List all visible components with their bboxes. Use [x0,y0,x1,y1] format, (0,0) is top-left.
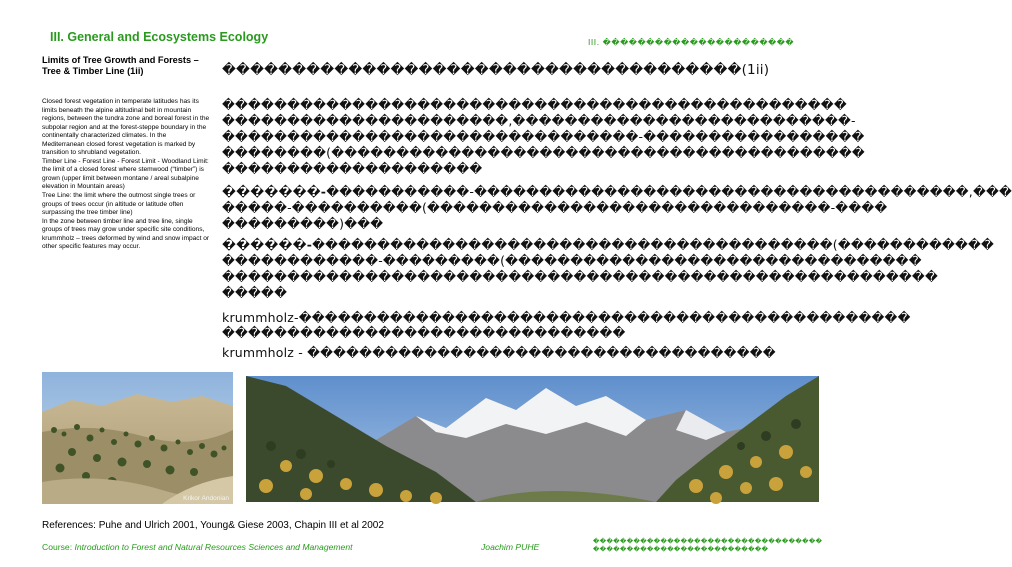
photo-alpine-valley-image [246,376,819,502]
translated-line: ������������������������������������������������ [222,97,847,112]
translated-line: ����������������������������������������(������������ [312,237,995,252]
translated-line: ���������)��� [222,216,384,231]
translated-line-timber [222,184,1012,199]
timber-line-label: �������- [222,184,327,199]
photo-credit: Krikor Andonian [183,495,229,502]
footer-author: Joachim PUHE [481,542,540,552]
photo-sparse-mountain-forest [42,372,233,504]
translated-line: ������������������������������������������������������� [222,269,938,284]
photo-sparse-mountain-forest-image [42,372,233,504]
header-translated-title: III. ���������������������� [588,38,795,47]
course-prefix: Course: [42,542,75,552]
left-text-column [42,98,210,252]
krummholz-line: ������������������������������� [222,325,626,340]
translated-line: �����������-��������������������������������������,��� [326,184,1012,199]
footer-translated-line: �������������������������� [593,545,769,553]
photo-alpine-valley [246,376,819,502]
references: References: Puhe and Ulrich 2001, Young& Giese 2003, Chapin III et al 2002 [42,520,384,531]
translated-line: �������������������� [222,161,483,176]
footer-translated-course [593,538,823,553]
translated-heading: �������������������������������������(1ii) [222,62,770,78]
page-title: III. General and Ecosystems Ecology [50,30,269,44]
section-heading: Limits of Tree Growth and Forests – Tree & Timber Line (1ii) [42,55,199,76]
paragraph-closed-forest: Closed forest vegetation in temperate latitudes has its limits beneath the alpine altitudinal belt in mountain regions, between the tundra zone and boreal forest in the subpolar region and at the forest-steppe boundary in the continentally characterized climates. In the Mediterranean closed forest vegetation is marked by transition to shrubland vegetation. [42,98,210,157]
paragraph-timber-line: Timber Line - Forest Line - Forest Limit - Woodland Limit: the limit of a closed forest where stemwood (“timber”) is grown (upper limit between montane / areal subalpine elevation in Mountain areas) [42,157,209,191]
paragraph-tree-line: Tree Line: the limit where the outmost single trees or groups of trees occur (in altitude or latitude often surpassing the tree timber line) [42,192,196,217]
translated-line: ��������������������������������-����������������� [222,129,865,144]
tree-line-label: ������- [222,237,313,252]
translated-line: �����-����������(�������������������������������-���� [222,200,888,215]
translated-line: ������������-���������(�������������������������������� [222,253,922,268]
translated-line: ��������(����������������������������������������� [222,145,865,160]
krummholz-line: krummholz-����������������������������������������������� [222,310,911,325]
course-title: Introduction to Forest and Natural Resources Sciences and Management [74,542,353,552]
translated-line: ����� [222,285,288,300]
footer-translated-line: ���������������������������������� [593,538,823,545]
footer-course [42,542,353,552]
paragraph-krummholz: In the zone between timber line and tree line, single groups of trees may grow under specific site conditions, krummholz – trees deformed by wind and snow impact or other specific features may occur. [42,217,210,251]
krummholz-definition: krummholz - ������������������������������������ [222,345,776,360]
translated-line-tree [222,237,995,252]
translated-line: ����������������������,��������������������������- [222,113,856,128]
